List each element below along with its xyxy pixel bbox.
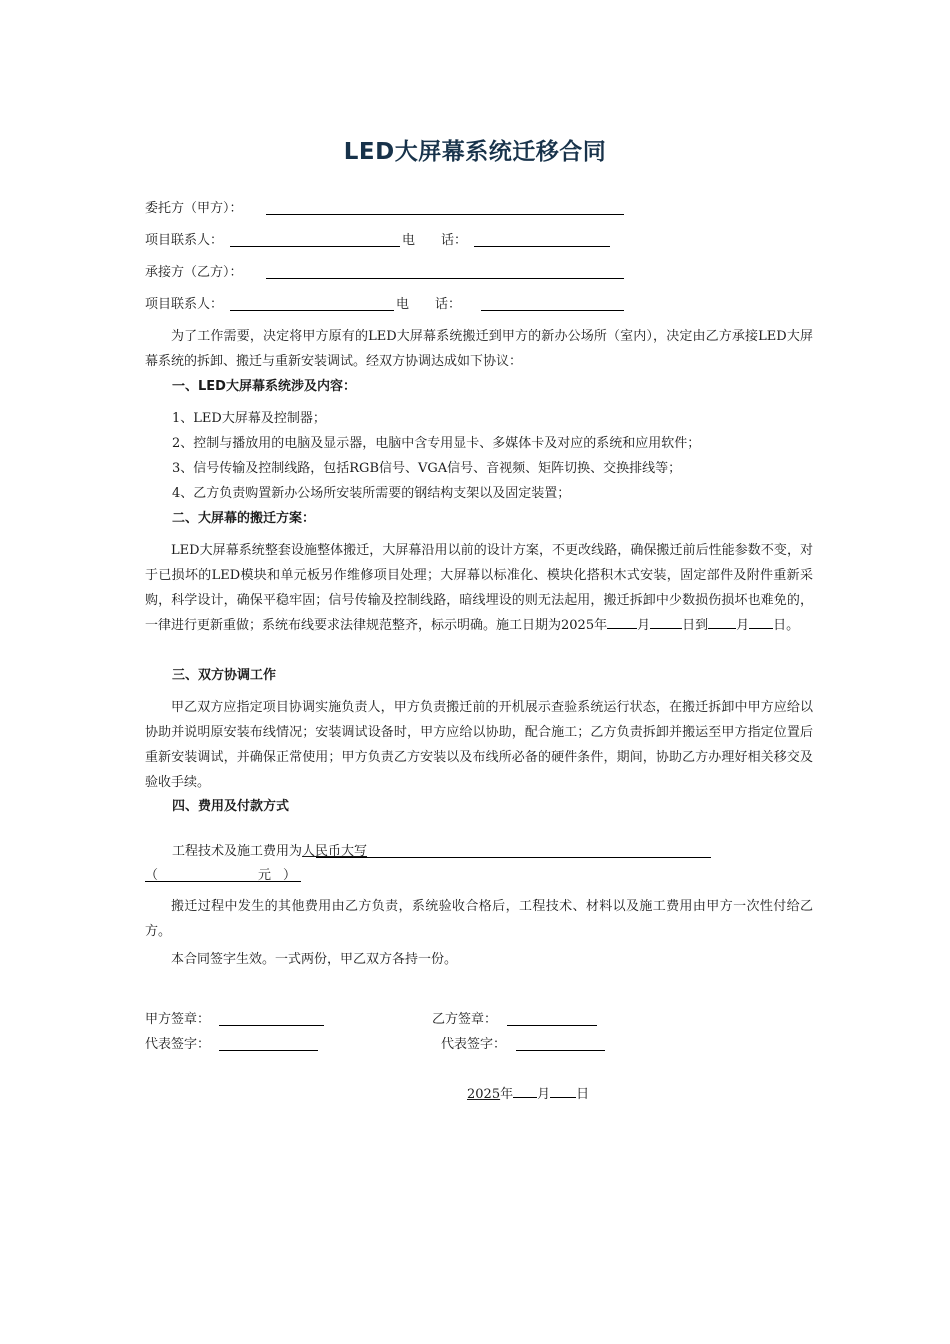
section3-body: 甲乙双方应指定项目协调实施负责人，甲方负责搬迁前的开机展示查验系统运行状态，在搬迁拆卸中甲方应给以协助并说明原安装布线情况；安装调试设备时，甲方应给以协助，配合施工；乙方负责拆卸并搬运至甲方指定位置后重新安装调试，并确保正常使用；甲方负责乙方安装以及布线所必备的硬件条件，期间，协助乙方办理好相关移交及验收手续。 [145, 700, 813, 790]
fee-paren-close: ） [283, 868, 297, 883]
rep-b-field[interactable] [516, 1050, 605, 1051]
phone-b-label: 电 话： [396, 297, 462, 312]
effect-paragraph: 本合同签字生效。一式两份，甲乙双方各持一份。 [171, 952, 458, 967]
date-blank-day2[interactable] [749, 616, 773, 629]
document-title: LED大屏幕系统迁移合同 [343, 139, 607, 165]
intro-paragraph: 为了工作需要，决定将甲方原有的LED大屏幕系统搬迁到甲方的新办公场所（室内），决定由乙方承接LED大屏幕系统的拆卸、搬迁与重新安装调试。经双方协调达成如下协议： [145, 329, 813, 369]
signature-month-blank[interactable] [513, 1085, 537, 1098]
date-blank-day[interactable] [650, 616, 682, 629]
fee-paren-open: （ [145, 868, 159, 883]
party-b-seal-field[interactable] [507, 1025, 597, 1026]
contact-a-label: 项目联系人： [145, 233, 224, 248]
section3-heading: 三、双方协调工作 [172, 668, 277, 683]
fee-yuan: 元 [258, 868, 272, 883]
section2-date-dayto: 日到 [682, 618, 709, 633]
party-a-label: 委托方（甲方）： [145, 201, 243, 216]
fee-underlined: 人民币大写 [302, 844, 368, 859]
rep-b-label: 代表签字： [441, 1037, 507, 1052]
fee-paren-line [145, 867, 296, 885]
fee-amount-field[interactable] [316, 857, 711, 858]
section2-date-day: 日。 [773, 618, 800, 633]
payment-paragraph: 搬迁过程中发生的其他费用由乙方负责，系统验收合格后，工程技术、材料以及施工费用由甲方一次性付给乙方。 [145, 899, 813, 939]
section2-date-month2: 月 [736, 618, 750, 633]
section1-item: 3、信号传输及控制线路，包括RGB信号、VGA信号、音视频、矩阵切换、交换排线等； [172, 461, 682, 476]
fee-line [172, 843, 367, 861]
party-a-field[interactable] [266, 214, 624, 215]
signature-date-year: 2025 [467, 1087, 501, 1102]
signature-date-yue: 月 [537, 1087, 551, 1102]
contact-b-label: 项目联系人： [145, 297, 224, 312]
party-b-field[interactable] [266, 278, 624, 279]
party-a-seal-label: 甲方签章： [145, 1012, 211, 1027]
fee-prefix: 工程技术及施工费用为 [172, 844, 303, 859]
fee-number-field[interactable] [145, 881, 301, 882]
party-b-seal-label: 乙方签章： [432, 1012, 498, 1027]
rep-a-field[interactable] [219, 1050, 318, 1051]
contact-b-field[interactable] [230, 310, 394, 311]
section1-item: 2、控制与播放用的电脑及显示器，电脑中含专用显卡、多媒体卡及对应的系统和应用软件； [172, 436, 701, 451]
signature-date [467, 1085, 589, 1104]
contact-a-field[interactable] [230, 246, 400, 247]
section2-body [145, 538, 813, 638]
section2-date-year: 2025年 [561, 618, 608, 633]
party-b-label: 承接方（乙方）： [145, 265, 243, 280]
phone-a-field[interactable] [474, 246, 610, 247]
section4-heading: 四、费用及付款方式 [172, 799, 290, 814]
section2-text: LED大屏幕系统整套设施整体搬迁，大屏幕沿用以前的设计方案，不更改线路，确保搬迁前后性能参数不变，对于已损坏的LED模块和单元板另作维修项目处理；大屏幕以标准化、模块化搭积木式安装，固定部件及附件重新采购，科学设计，确保平稳牢固；信号传输及控制线路，暗线埋设的则无法起用，搬迁拆卸中少数损伤损坏也难免的，一律进行更新重做；系统布线要求法律规范整齐，标示明确。施工日期为 [145, 543, 813, 633]
signature-date-ri: 日 [576, 1087, 590, 1102]
date-blank-month[interactable] [607, 616, 637, 629]
section1-heading: 一、LED大屏幕系统涉及内容： [172, 379, 356, 394]
section1-item: 4、乙方负责购置新办公场所安装所需要的钢结构支架以及固定装置； [172, 486, 571, 501]
section1-item: 1、LED大屏幕及控制器； [172, 411, 326, 426]
rep-a-label: 代表签字： [145, 1037, 211, 1052]
signature-date-nian: 年 [500, 1087, 514, 1102]
phone-a-label: 电 话： [402, 233, 468, 248]
party-a-seal-field[interactable] [219, 1025, 324, 1026]
section2-date-month: 月 [637, 618, 651, 633]
signature-day-blank[interactable] [550, 1085, 576, 1098]
section2-heading: 二、大屏幕的搬迁方案： [172, 511, 316, 526]
phone-b-field[interactable] [481, 310, 624, 311]
date-blank-month2[interactable] [708, 616, 736, 629]
